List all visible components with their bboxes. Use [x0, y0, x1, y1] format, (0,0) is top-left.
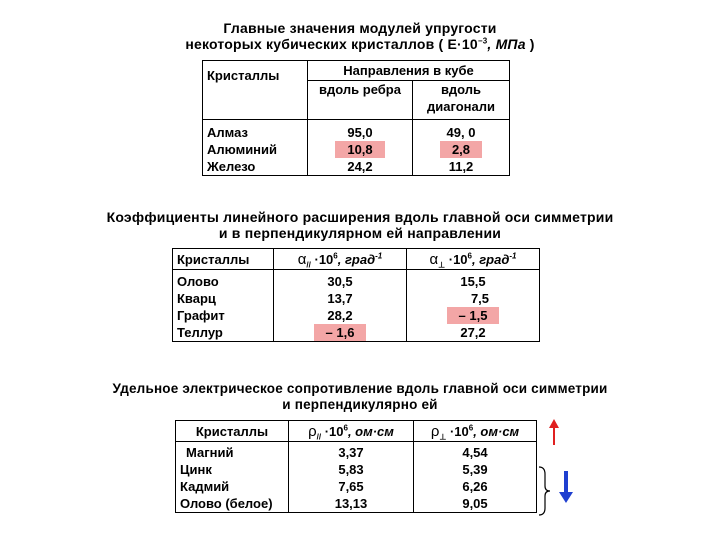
- table1-title-line1: Главные значения модулей упругости: [223, 20, 497, 36]
- table2-name: Кварц: [173, 290, 274, 307]
- table1-header-diagonal: вдоль диагонали: [413, 81, 510, 120]
- table3-name: Олово (белое): [176, 495, 289, 513]
- table2-title-line2: и в перпендикулярном ей направлении: [218, 225, 502, 241]
- table1-header-edge: вдоль ребра: [308, 81, 413, 120]
- table3-header-parallel: $\rho_{//} \cdot 10^6$, ом·см: [289, 421, 414, 442]
- table-row: [176, 442, 537, 462]
- table2-par: 28,2: [274, 307, 407, 324]
- right-brace-icon: [538, 466, 552, 516]
- table3-perp: 5,39: [414, 461, 537, 478]
- table3-title-line2: и перпендикулярно ей: [282, 397, 438, 412]
- table3-title: [0, 381, 720, 413]
- table2-name: Графит: [173, 307, 274, 324]
- table2-perp: [407, 307, 540, 324]
- table1-edge: 95,0: [308, 120, 413, 142]
- table1-name: Алюминий: [203, 141, 308, 158]
- table2-title: [0, 209, 720, 241]
- highlight: – 1,6: [314, 324, 367, 341]
- table1-diag: 11,2: [413, 158, 510, 176]
- table-row: [173, 270, 540, 291]
- table3-perp: 6,26: [414, 478, 537, 495]
- table-row: [203, 120, 510, 142]
- table3-name: Цинк: [176, 461, 289, 478]
- table1-edge: [308, 141, 413, 158]
- table-row: [173, 307, 540, 324]
- table2-header-crystals: Кристаллы: [173, 249, 274, 270]
- table3-name: Кадмий: [176, 478, 289, 495]
- table2-perp: 15,5: [407, 270, 540, 291]
- table1: [202, 60, 510, 176]
- table3-name: Магний: [176, 442, 289, 462]
- table2-perp: 27,2: [407, 324, 540, 342]
- table2-par: 13,7: [274, 290, 407, 307]
- table-row: [176, 495, 537, 513]
- table3-title-line1: Удельное электрическое сопротивление вдоль главной оси симметрии: [112, 381, 608, 396]
- table2-name: Теллур: [173, 324, 274, 342]
- table2-header-parallel: $\alpha_{//} \cdot 10^6$, град$^{-1}$: [274, 249, 407, 270]
- table2-par: [274, 324, 407, 342]
- table-row: [173, 290, 540, 307]
- table-row: [176, 461, 537, 478]
- table-row: [176, 478, 537, 495]
- table1-title: [0, 20, 720, 52]
- table3-par: 7,65: [289, 478, 414, 495]
- table1-diag: [413, 141, 510, 158]
- table2: [172, 248, 540, 342]
- table1-header-crystals: Кристаллы: [203, 61, 308, 120]
- table1-name: Железо: [203, 158, 308, 176]
- up-arrow-icon: [546, 418, 562, 446]
- table1-diag: 49, 0: [413, 120, 510, 142]
- table2-perp: 7,5: [407, 290, 540, 307]
- table3: [175, 420, 537, 513]
- table1-name: Алмаз: [203, 120, 308, 142]
- table3-par: 13,13: [289, 495, 414, 513]
- table3-perp: 9,05: [414, 495, 537, 513]
- table2-par: 30,5: [274, 270, 407, 291]
- table3-header-perpendicular: $\rho_\perp \cdot 10^6$, ом·см: [414, 421, 537, 442]
- down-arrow-icon: [558, 470, 574, 504]
- table2-name: Олово: [173, 270, 274, 291]
- table3-perp: 4,54: [414, 442, 537, 462]
- table3-par: 5,83: [289, 461, 414, 478]
- table2-title-line1: Коэффициенты линейного расширения вдоль главной оси симметрии: [106, 209, 614, 225]
- table3-par: 3,37: [289, 442, 414, 462]
- highlight: 10,8: [335, 141, 384, 158]
- table1-header-directions: Направления в кубе: [308, 61, 510, 81]
- table-row: [203, 141, 510, 158]
- table3-header-crystals: Кристаллы: [176, 421, 289, 442]
- table1-edge: 24,2: [308, 158, 413, 176]
- table2-header-perpendicular: $\alpha_\perp \cdot 10^6$, град$^{-1}$: [407, 249, 540, 270]
- highlight: – 1,5: [447, 307, 500, 324]
- highlight: 2,8: [440, 141, 482, 158]
- table-row: [203, 158, 510, 176]
- table1-title-line2: некоторых кубических кристаллов ( $E\cdot 10^{-3}$, МПа ): [185, 36, 535, 52]
- table-row: [173, 324, 540, 342]
